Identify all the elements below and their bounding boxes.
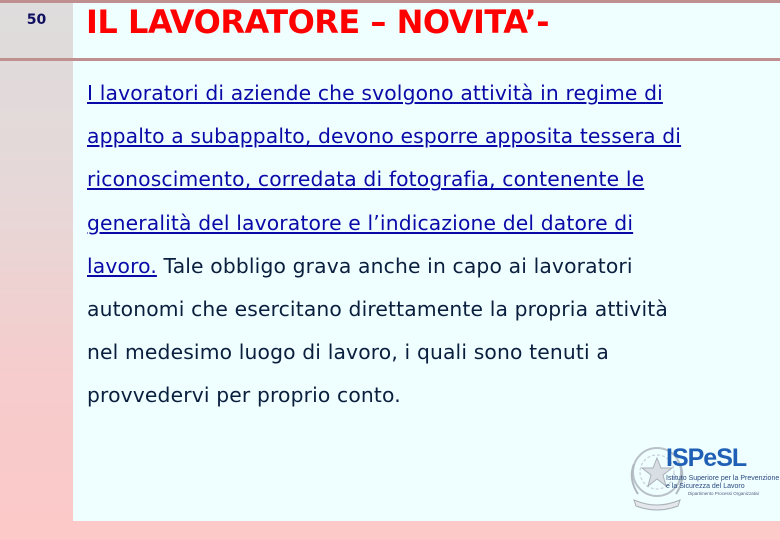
slide-number: 50 xyxy=(26,12,47,28)
logo-subtitle-line: Istituto Superiore per la Prevenzione xyxy=(666,475,780,482)
body-line xyxy=(87,72,777,115)
hyperlink-text[interactable]: generalità del lavoratore e l’indicazione del datore di xyxy=(87,210,634,235)
body-line xyxy=(87,202,777,245)
hyperlink-text[interactable]: riconoscimento, corredata di fotografia, contenente le xyxy=(87,167,645,192)
body-line: nel medesimo luogo di lavoro, i quali sono tenuti a xyxy=(87,340,609,365)
body-line xyxy=(87,245,777,288)
left-sidebar-strip xyxy=(0,0,73,540)
body-line xyxy=(87,158,777,201)
body-paragraph xyxy=(87,72,777,418)
logo-subtitle xyxy=(666,475,779,491)
body-text-span: Tale obbligo grava anche in capo ai lavoratori xyxy=(156,253,633,278)
slide-title: IL LAVORATORE – NOVITA’- xyxy=(86,3,549,41)
logo-subtitle-line: e la Sicurezza del Lavoro xyxy=(666,483,745,490)
body-line: autonomi che esercitano direttamente la propria attività xyxy=(87,297,668,322)
body-line xyxy=(87,115,777,158)
bottom-strip xyxy=(0,521,780,540)
hyperlink-text[interactable]: I lavoratori di aziende che svolgono attività in regime di xyxy=(87,81,663,105)
logo-name: ISPeSL xyxy=(666,444,747,472)
header-divider xyxy=(0,58,780,61)
hyperlink-text[interactable]: lavoro. xyxy=(87,253,157,278)
body-line: provvedervi per proprio conto. xyxy=(87,383,401,408)
hyperlink-text[interactable]: appalto a subappalto, devono esporre apposita tessera di xyxy=(87,124,682,149)
ispesl-logo xyxy=(626,430,780,520)
logo-department: Dipartimento Processi Organizzativi xyxy=(688,491,760,496)
